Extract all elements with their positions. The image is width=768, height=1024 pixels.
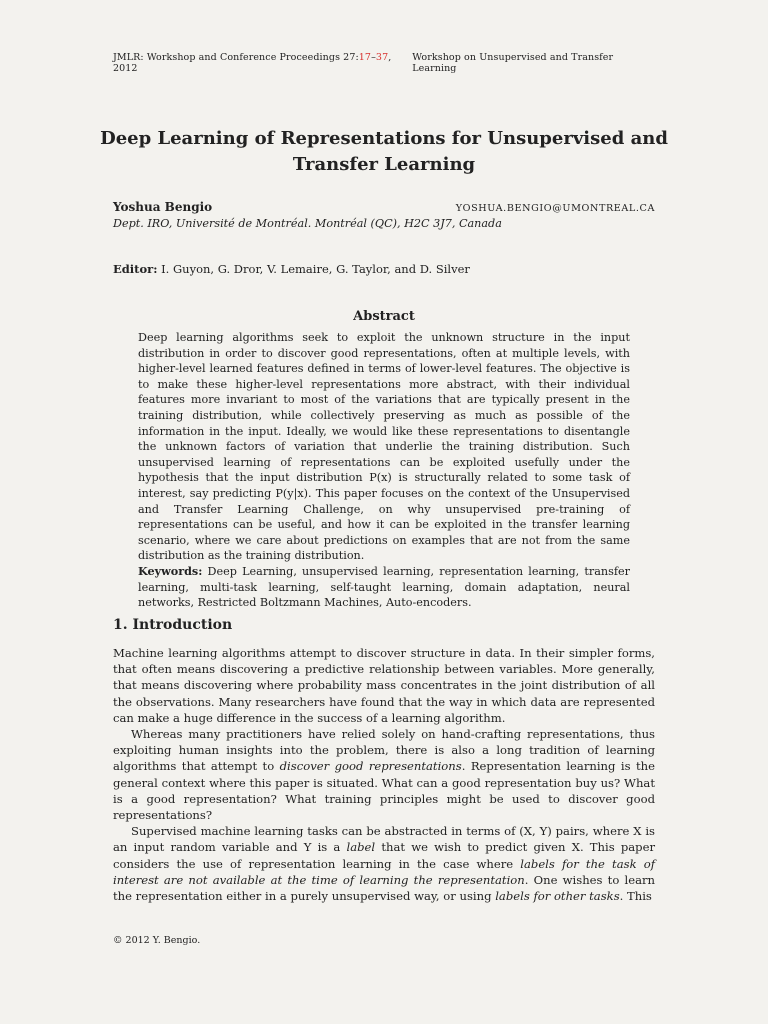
abstract-block bbox=[138, 330, 630, 611]
paragraph-3: Supervised machine learning tasks can be abstracted in terms of (X, Y) pairs, where X is an input random variable and Y is a label that we wish to predict given X. This paper considers the use of representation learning in the case where labels for the task of interest are not available at the time of learning the representation. One wishes to learn the representation either in a purely unsupervised way, or using labels for other tasks. This bbox=[113, 824, 656, 904]
author-email: YOSHUA.BENGIO@UMONTREAL.CA bbox=[455, 203, 655, 214]
editor-line bbox=[113, 262, 655, 276]
keywords-label: Keywords: bbox=[138, 563, 203, 578]
author-row bbox=[113, 200, 655, 214]
editor-names: I. Guyon, G. Dror, V. Lemaire, G. Taylor, and D. Silver bbox=[157, 262, 470, 276]
keywords-list: Deep Learning, unsupervised learning, representation learning, transfer learning, multi-task learning, self-taught learning, domain adaptation, neural networks, Restricted Boltzmann Machines, Auto-encoders. bbox=[138, 564, 630, 610]
workshop-name: Workshop on Unsupervised and Transfer Learning bbox=[412, 52, 614, 74]
copyright-footer: © 2012 Y. Bengio. bbox=[113, 935, 201, 946]
paragraph-2: Whereas many practitioners have relied solely on hand-crafting representations, thus exploiting human insights into the problem, there is also a long tradition of learning algorithms that attempt to discover good representations. Representation learning is the general context where this paper is situated. What can a good representation buy us? What is a good representation? What training principles might be used to discover good representations? bbox=[113, 727, 655, 823]
abstract-text: Deep learning algorithms seek to exploit the unknown structure in the input distribution in order to discover good representations, often at multiple levels, with higher-level learned features defined in terms of lower-level features. The objective is to make these higher-level representations more abstract, with their individual features more invariant to most of the variations that are typically present in the training distribution, while collectively preserving as much as possible of the information in the input. Ideally, we would like these representations to disentangle the unknown factors of variation that underlie the training distribution. Such unsupervised learning of representations can be exploited usefully under the hypothesis that the input distribution P(x) is structurally related to some task of interest, say predicting P(y|x). This paper focuses on the context of the Unsupervised and Transfer Learning Challenge, on why unsupervised pre-training of representations can be useful, and how it can be exploited in the transfer learning scenario, where we care about predictions on examples that are not from the same distribution as the training distribution. bbox=[138, 331, 630, 563]
venue-citation: JMLR: Workshop and Conference Proceedings 27:17–37, 2012 bbox=[113, 52, 392, 74]
page-range-start-link[interactable]: 17 bbox=[358, 52, 372, 63]
running-header bbox=[113, 52, 655, 74]
editor-label: Editor: bbox=[113, 262, 158, 276]
paragraph-1: Machine learning algorithms attempt to discover structure in data. In their simpler forms, that often means discovering a predictive relationship between variables. More generally, that means discovering where probability mass concentrates in the joint distribution of all the observations. Many researchers have found that the way in which data are represented can make a huge difference in the success of a learning algorithm. bbox=[113, 646, 655, 725]
abstract-heading: Abstract bbox=[353, 309, 415, 324]
paper-title: Deep Learning of Representations for Unsupervised and Transfer Learning bbox=[100, 128, 668, 175]
page-range-end-link[interactable]: 37 bbox=[375, 52, 389, 63]
introduction-body bbox=[113, 645, 655, 904]
author-affiliation: Dept. IRO, Université de Montréal. Montréal (QC), H2C 3J7, Canada bbox=[113, 217, 502, 230]
section-heading-introduction: 1. Introduction bbox=[113, 617, 233, 633]
keywords bbox=[138, 564, 630, 611]
author-name: Yoshua Bengio bbox=[113, 200, 213, 214]
